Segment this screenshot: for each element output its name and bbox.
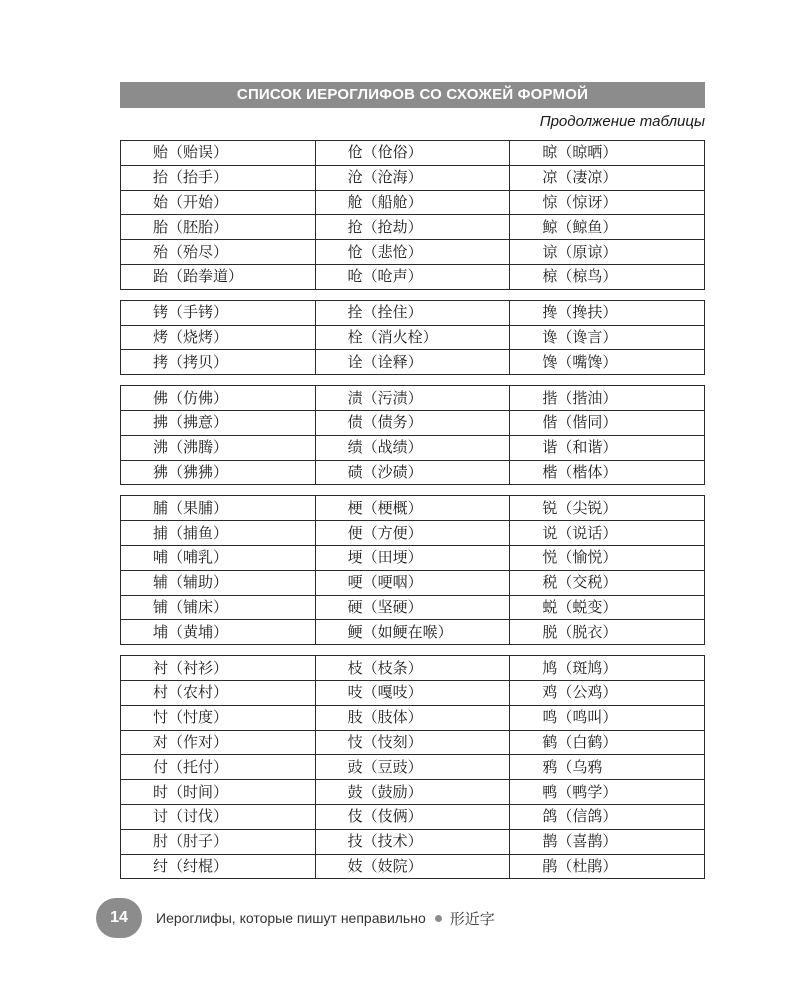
table-cell: 绩（战绩） — [315, 435, 510, 460]
table-row — [121, 780, 705, 805]
table-cell: 说（说话） — [510, 521, 705, 546]
table-cell: 胎（胚胎） — [121, 215, 316, 240]
table-row — [121, 386, 705, 411]
table-cell: 鹃（杜鹃） — [510, 854, 705, 879]
table-row — [121, 620, 705, 645]
table-row — [121, 656, 705, 681]
table-cell: 债（债务） — [315, 410, 510, 435]
table-cell: 衬（衬衫） — [121, 656, 316, 681]
table-cell: 伎（伎俩） — [315, 804, 510, 829]
table-cell: 税（交税） — [510, 570, 705, 595]
table-row — [121, 410, 705, 435]
table-row — [121, 545, 705, 570]
table-cell: 脯（果脯） — [121, 496, 316, 521]
table-row — [121, 460, 705, 485]
table-continuation-note: Продолжение таблицы — [539, 113, 705, 130]
table-row — [121, 215, 705, 240]
table-cell: 纣（纣棍） — [121, 854, 316, 879]
table-row — [121, 705, 705, 730]
table-cell: 忖（忖度） — [121, 705, 316, 730]
table-cell: 椋（椋鸟） — [510, 264, 705, 289]
table-cell: 贻（贻误） — [121, 141, 316, 166]
table-cell: 铺（铺床） — [121, 595, 316, 620]
table-cell: 揩（揩油） — [510, 386, 705, 411]
table-cell: 梗（梗概） — [315, 496, 510, 521]
table-cell: 村（农村） — [121, 680, 316, 705]
footer-book-title: Иероглифы, которые пишут неправильно — [156, 910, 426, 926]
table-cell: 吱（嘎吱） — [315, 680, 510, 705]
table-cell: 沸（沸腾） — [121, 435, 316, 460]
table-cell: 佛（仿佛） — [121, 386, 316, 411]
table-cell: 怆（悲怆） — [315, 240, 510, 265]
table-cell: 凉（凄凉） — [510, 165, 705, 190]
table-row — [121, 325, 705, 350]
table-cell: 楷（楷体） — [510, 460, 705, 485]
table-group — [120, 385, 705, 485]
table-row — [121, 300, 705, 325]
table-cell: 殆（殆尽） — [121, 240, 316, 265]
table-cell: 忮（忮刻） — [315, 730, 510, 755]
table-cell: 搀（搀扶） — [510, 300, 705, 325]
table-cell: 肢（肢体） — [315, 705, 510, 730]
table-row — [121, 680, 705, 705]
table-row — [121, 141, 705, 166]
footer-chinese-title: 形近字 — [449, 909, 495, 928]
table-row — [121, 435, 705, 460]
table-cell: 沧（沧海） — [315, 165, 510, 190]
page-footer — [96, 898, 495, 938]
table-cell: 铐（手铐） — [121, 300, 316, 325]
table-cell: 抬（抬手） — [121, 165, 316, 190]
table-cell: 枝（枝条） — [315, 656, 510, 681]
table-cell: 埂（田埂） — [315, 545, 510, 570]
table-cell: 讨（讨伐） — [121, 804, 316, 829]
table-row — [121, 829, 705, 854]
table-cell: 鹤（白鹤） — [510, 730, 705, 755]
table-cell: 诠（诠释） — [315, 350, 510, 375]
table-cell: 捕（捕鱼） — [121, 521, 316, 546]
table-cell: 鸡（公鸡） — [510, 680, 705, 705]
table-cell: 时（时间） — [121, 780, 316, 805]
table-cell: 辅（辅助） — [121, 570, 316, 595]
table-cell: 拴（拴住） — [315, 300, 510, 325]
table-cell: 狒（狒狒） — [121, 460, 316, 485]
table-cell: 鲸（鲸鱼） — [510, 215, 705, 240]
page-title: СПИСОК ИЕРОГЛИФОВ СО СХОЖЕЙ ФОРМОЙ — [236, 86, 589, 103]
table-cell: 蜕（蜕变） — [510, 595, 705, 620]
table-cell: 惊（惊讶） — [510, 190, 705, 215]
table-cell: 鸽（信鸽） — [510, 804, 705, 829]
table-row — [121, 854, 705, 879]
table-cell: 跆（跆拳道） — [121, 264, 316, 289]
table-cell: 哺（哺乳） — [121, 545, 316, 570]
table-cell: 舱（船舱） — [315, 190, 510, 215]
table-cell: 鹊（喜鹊） — [510, 829, 705, 854]
table-row — [121, 595, 705, 620]
page-number-badge: 14 — [96, 898, 142, 938]
table-cell: 哽（哽咽） — [315, 570, 510, 595]
table-cell: 鸠（斑鸠） — [510, 656, 705, 681]
table-group — [120, 495, 705, 645]
table-row — [121, 804, 705, 829]
table-cell: 鸭（鸭学） — [510, 780, 705, 805]
table-cell: 悦（愉悦） — [510, 545, 705, 570]
table-cell: 便（方便） — [315, 521, 510, 546]
table-row — [121, 264, 705, 289]
table-cell: 烤（烧烤） — [121, 325, 316, 350]
table-cell: 晾（晾晒） — [510, 141, 705, 166]
table-cell: 鲠（如鲠在喉） — [315, 620, 510, 645]
table-cell: 拂（拂意） — [121, 410, 316, 435]
table-cell: 埔（黄埔） — [121, 620, 316, 645]
table-cell: 鸦（乌鸦 — [510, 755, 705, 780]
table-cell: 脱（脱衣） — [510, 620, 705, 645]
table-row — [121, 350, 705, 375]
table-group — [120, 655, 705, 879]
table-cell: 抢（抢劫） — [315, 215, 510, 240]
page-title-bar — [120, 82, 705, 108]
table-cell: 付（托付） — [121, 755, 316, 780]
table-cell: 豉（豆豉） — [315, 755, 510, 780]
table-group — [120, 300, 705, 375]
table-cell: 馋（嘴馋） — [510, 350, 705, 375]
table-row — [121, 190, 705, 215]
table-cell: 鼓（鼓励） — [315, 780, 510, 805]
table-cell: 妓（妓院） — [315, 854, 510, 879]
table-cell: 谅（原谅） — [510, 240, 705, 265]
table-cell: 技（技术） — [315, 829, 510, 854]
table-cell: 鸣（鸣叫） — [510, 705, 705, 730]
table-row — [121, 521, 705, 546]
table-cell: 始（开始） — [121, 190, 316, 215]
table-row — [121, 730, 705, 755]
table-row — [121, 755, 705, 780]
table-group — [120, 140, 705, 290]
table-row — [121, 570, 705, 595]
table-cell: 偕（偕同） — [510, 410, 705, 435]
table-cell: 碛（沙碛） — [315, 460, 510, 485]
table-cell: 谐（和谐） — [510, 435, 705, 460]
table-cell: 拷（拷贝） — [121, 350, 316, 375]
table-cell: 伧（伧俗） — [315, 141, 510, 166]
bullet-dot-icon — [435, 915, 442, 922]
table-cell: 对（作对） — [121, 730, 316, 755]
table-row — [121, 165, 705, 190]
table-row — [121, 240, 705, 265]
table-cell: 渍（污渍） — [315, 386, 510, 411]
table-cell: 呛（呛声） — [315, 264, 510, 289]
table-row — [121, 496, 705, 521]
table-cell: 谗（谗言） — [510, 325, 705, 350]
character-table — [120, 140, 705, 889]
table-cell: 栓（消火栓） — [315, 325, 510, 350]
table-cell: 硬（坚硬） — [315, 595, 510, 620]
table-cell: 肘（肘子） — [121, 829, 316, 854]
table-cell: 锐（尖锐） — [510, 496, 705, 521]
